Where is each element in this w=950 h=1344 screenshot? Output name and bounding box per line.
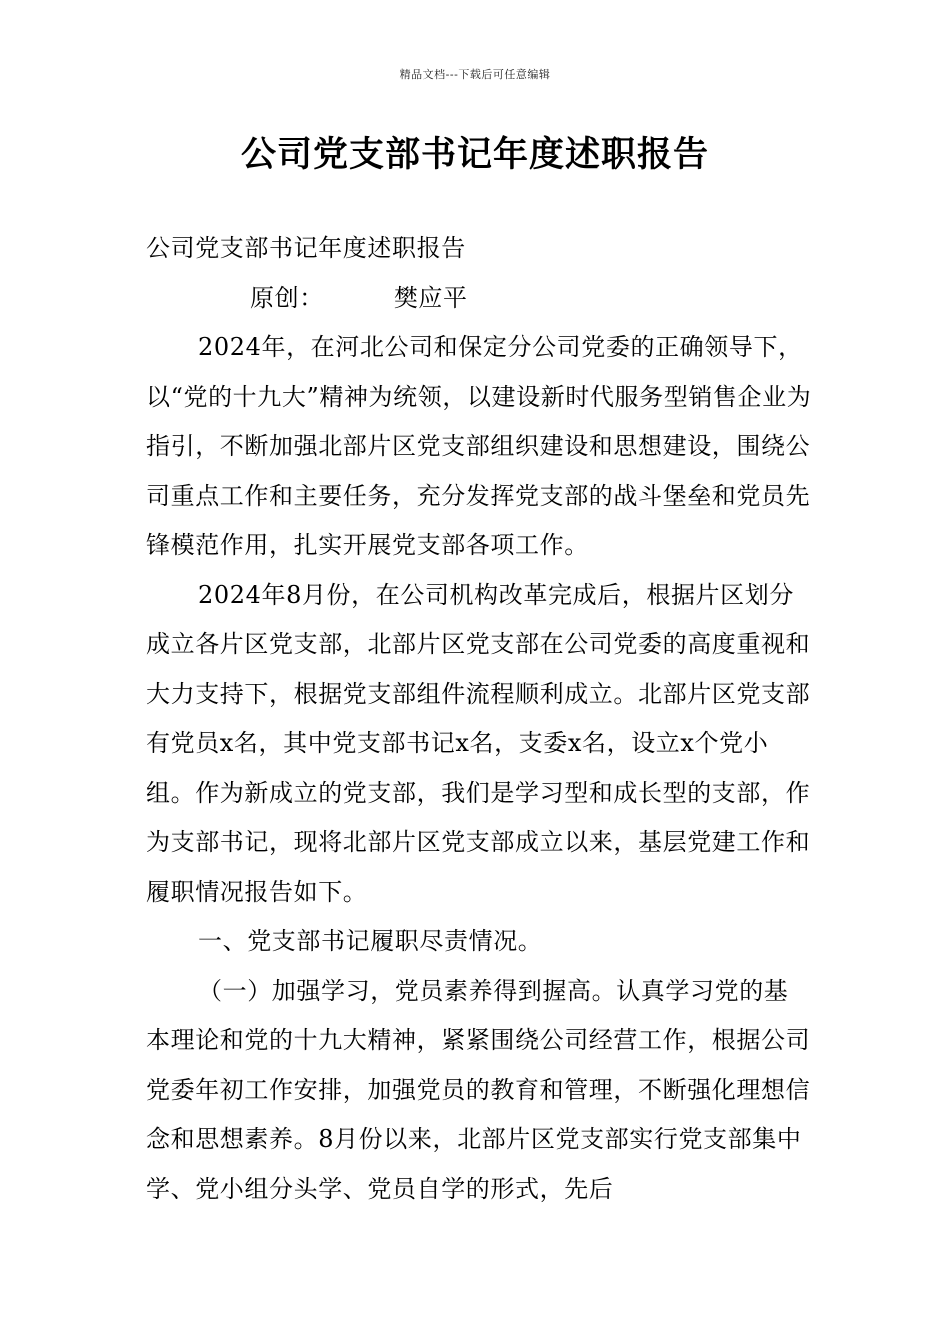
author-label: 原创：	[250, 283, 324, 312]
header-note: 精品文档---下载后可任意编辑	[399, 68, 551, 81]
section-heading: 一、党支部书记履职尽责情况。	[198, 927, 543, 955]
paragraph: 2024年，在河北公司和保定分公司党委的正确领导下，以“党的十九大”精神为统领，以建设新时代服务型销售企业为指引，不断加强北部片区党支部组织建设和思想建设，围绕公司重点工作和主要任务，充分发挥党支部的战斗堡垒和党员先锋模范作用，扎实开展党支部各项工作。	[146, 333, 812, 559]
paragraph: （一）加强学习，党员素养得到握高。认真学习党的基本理论和党的十九大精神，紧紧围绕公司经营工作，根据公司党委年初工作安排，加强党员的教育和管理，不断强化理想信念和思想素养。8月份以来，北部片区党支部实行党支部集中学、党小组分头学、党员自学的形式，先后	[146, 976, 811, 1203]
paragraph: 2024年8月份，在公司机构改革完成后，根据片区划分成立各片区党支部，北部片区党支部在公司党委的高度重视和大力支持下，根据党支部组件流程顺利成立。北部片区党支部有党员x名，其中党支部书记x名，支委x名，设立x个党小组。作为新成立的党支部，我们是学习型和成长型的支部，作为支部书记，现将北部片区党支部成立以来，基层党建工作和履职情况报告如下。	[146, 580, 811, 906]
document-body	[146, 224, 812, 1214]
subtitle-line: 公司党支部书记年度述职报告	[146, 234, 466, 262]
document-title: 公司党支部书记年度述职报告	[240, 134, 709, 175]
author-name: 樊应平	[393, 283, 468, 312]
author-line	[146, 274, 812, 324]
